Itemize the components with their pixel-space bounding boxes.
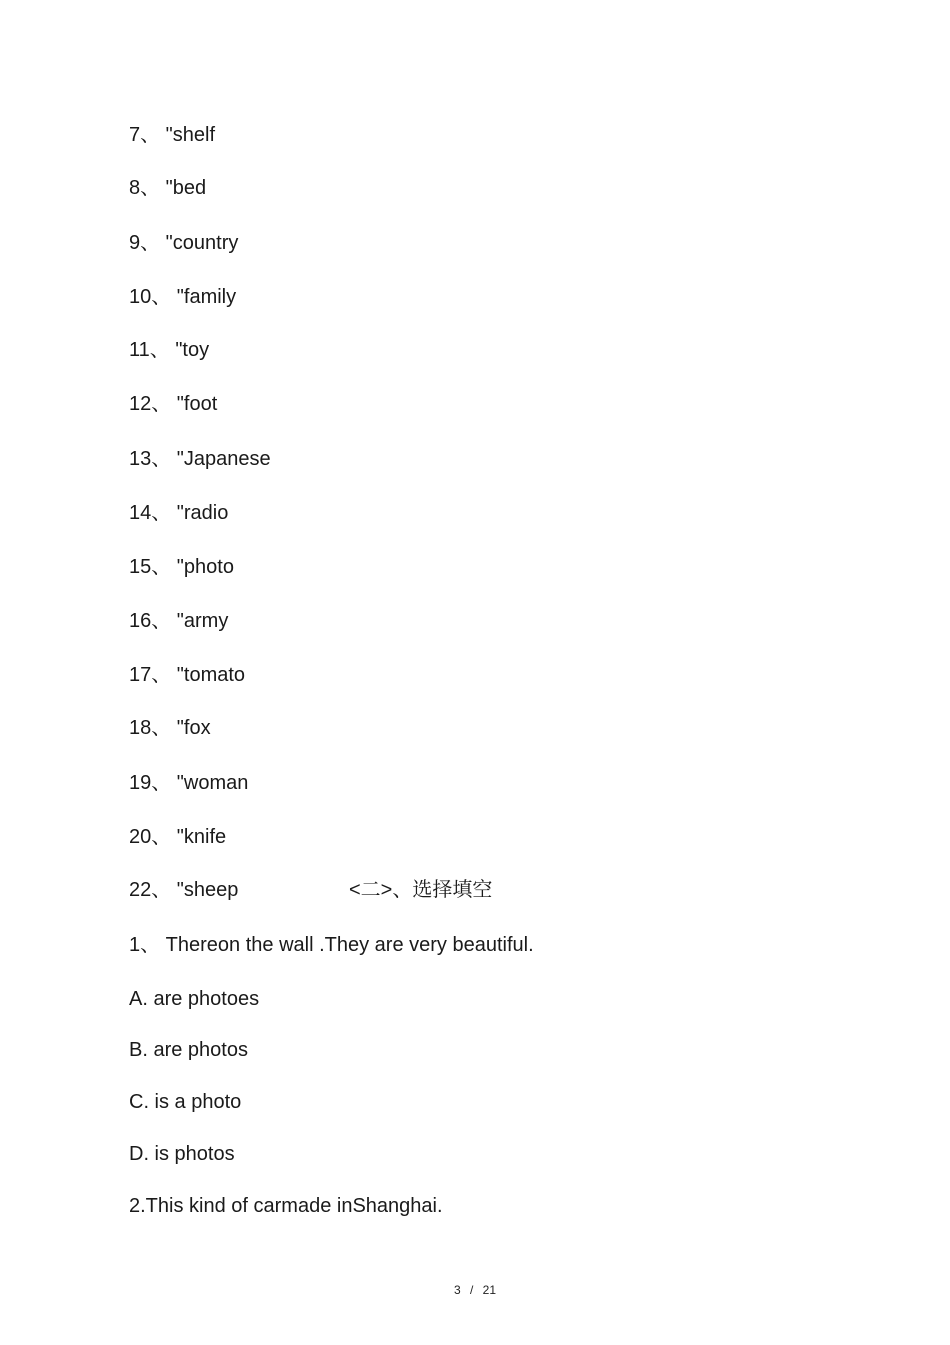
section-heading: <二>、选择填空 <box>349 879 493 901</box>
question-stem: 2.This kind of carmade inShanghai. <box>129 1195 443 1217</box>
vocab-item: 19、 "woman <box>129 772 249 794</box>
answer-option-a: A. are photoes <box>129 988 260 1010</box>
answer-option-c: C. is a photo <box>129 1091 242 1113</box>
answer-option-b: B. are photos <box>129 1039 248 1061</box>
vocab-item: 15、 "photo <box>129 556 234 578</box>
page-number <box>0 1282 950 1298</box>
page-current: 3 <box>453 1283 461 1297</box>
vocab-item: 10、 "family <box>129 286 237 308</box>
question-stem: 1、 Thereon the wall .They are very beautiful. <box>129 934 534 956</box>
vocab-item: 16、 "army <box>129 610 229 632</box>
vocab-item: 17、 "tomato <box>129 664 246 686</box>
page-total: 21 <box>482 1283 497 1297</box>
vocab-item: 11、 "toy <box>129 339 210 361</box>
vocab-item: 7、 "shelf <box>129 124 216 146</box>
vocab-item: 18、 "fox <box>129 717 211 739</box>
vocab-item: 14、 "radio <box>129 502 229 524</box>
vocab-item: 13、 "Japanese <box>129 448 271 470</box>
vocab-item: 22、 "sheep <box>129 879 239 901</box>
vocab-item: 12、 "foot <box>129 393 218 415</box>
vocab-item: 8、 "bed <box>129 177 207 199</box>
page-separator: / <box>469 1283 474 1297</box>
vocab-item: 9、 "country <box>129 232 239 254</box>
answer-option-d: D. is photos <box>129 1143 235 1165</box>
vocab-item: 20、 "knife <box>129 826 227 848</box>
